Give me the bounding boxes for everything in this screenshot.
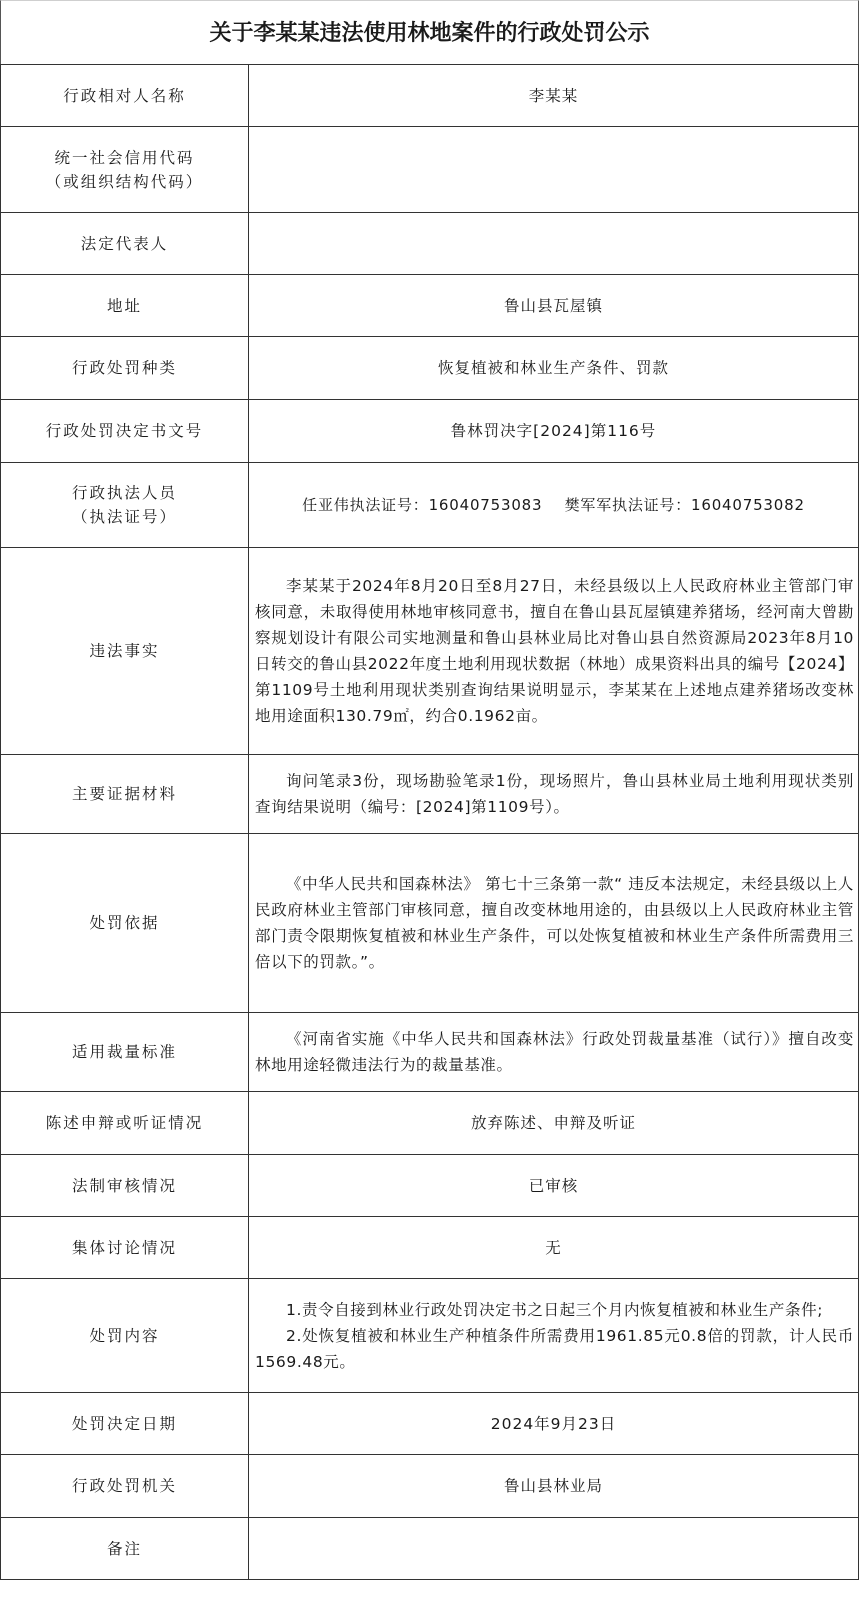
evidence-text: 询问笔录3份，现场勘验笔录1份，现场照片，鲁山县林业局土地利用现状类别查询结果说明（编号：[2024]第1109号）。 (255, 772, 854, 816)
table-row-standard (1, 1013, 859, 1092)
label-address: 地址 (1, 275, 249, 337)
table-row-facts (1, 548, 859, 755)
facts-text: 李某某于2024年8月20日至8月27日，未经县级以上人民政府林业主管部门审核同意，未取得使用林地审核同意书，擅自在鲁山县瓦屋镇建养猪场，经河南大曾勘察规划设计有限公司实地测量和鲁山县林业局比对鲁山县自然资源局2023年8月10日转交的鲁山县2022年度土地利用现状数据（林地）成果资料出具的编号【2024】第1109号土地利用现状类别查询结果说明显示，李某某在上述地点建养猪场改变林地用途面积130.79㎡，约合0.1962亩。 (255, 577, 854, 725)
value-credit-code (249, 127, 859, 213)
value-decision-no: 鲁林罚决字[2024]第116号 (249, 400, 859, 463)
label-authority: 行政处罚机关 (1, 1455, 249, 1518)
label-decision-date: 处罚决定日期 (1, 1393, 249, 1455)
table-row-evidence (1, 755, 859, 834)
value-statement: 放弃陈述、申辩及听证 (249, 1092, 859, 1155)
label-party-name: 行政相对人名称 (1, 65, 249, 127)
label-legal-rep: 法定代表人 (1, 213, 249, 275)
label-standard: 适用裁量标准 (1, 1013, 249, 1092)
content-item-1: 1.责令自接到林业行政处罚决定书之日起三个月内恢复植被和林业生产条件; (286, 1300, 824, 1319)
table-row-remarks (1, 1518, 859, 1580)
table-row-decision-no (1, 400, 859, 463)
label-basis: 处罚依据 (1, 834, 249, 1013)
table-row-penalty-type (1, 337, 859, 400)
label-credit-code-line2: （或组织结构代码） (45, 172, 204, 191)
table-row-content (1, 1279, 859, 1393)
value-basis (249, 834, 859, 1013)
content-item-2: 2.处恢复植被和林业生产种植条件所需费用1961.85元0.8倍的罚款，计人民币1569.48元。 (255, 1326, 854, 1371)
table-row-legal-review (1, 1155, 859, 1217)
value-content (249, 1279, 859, 1393)
label-legal-review: 法制审核情况 (1, 1155, 249, 1217)
label-content: 处罚内容 (1, 1279, 249, 1393)
table-row-statement (1, 1092, 859, 1155)
page-title: 关于李某某违法使用林地案件的行政处罚公示 (0, 0, 859, 64)
value-remarks (249, 1518, 859, 1580)
label-officers-line2: （执法证号） (71, 508, 177, 526)
basis-text: 《中华人民共和国森林法》 第七十三条第一款“ 违反本法规定，未经县级以上人民政府林业主管部门审核同意，擅自改变林地用途的，由县级以上人民政府林业主管部门责令限期恢复植被和林业生产条件，可以处恢复植被和林业生产条件所需费用三倍以下的罚款。”。 (255, 875, 854, 971)
value-legal-review: 已审核 (249, 1155, 859, 1217)
value-penalty-type: 恢复植被和林业生产条件、罚款 (249, 337, 859, 400)
label-evidence: 主要证据材料 (1, 755, 249, 834)
label-officers (1, 463, 249, 548)
label-decision-no: 行政处罚决定书文号 (1, 400, 249, 463)
label-facts: 违法事实 (1, 548, 249, 755)
table-row-legal-rep (1, 213, 859, 275)
value-decision-date: 2024年9月23日 (249, 1393, 859, 1455)
table-row-party-name (1, 65, 859, 127)
table-row-decision-date (1, 1393, 859, 1455)
label-statement: 陈述申辩或听证情况 (1, 1092, 249, 1155)
value-collective: 无 (249, 1217, 859, 1279)
label-credit-code (1, 127, 249, 213)
penalty-table (0, 64, 859, 1580)
value-address: 鲁山县瓦屋镇 (249, 275, 859, 337)
value-officers: 任亚伟执法证号：16040753083 樊军军执法证号：16040753082 (249, 463, 859, 548)
value-authority: 鲁山县林业局 (249, 1455, 859, 1518)
table-row-authority (1, 1455, 859, 1518)
value-facts (249, 548, 859, 755)
value-legal-rep (249, 213, 859, 275)
table-row-address (1, 275, 859, 337)
value-party-name: 李某某 (249, 65, 859, 127)
label-remarks: 备注 (1, 1518, 249, 1580)
label-credit-code-line1: 统一社会信用代码 (54, 148, 195, 167)
table-row-officers (1, 463, 859, 548)
value-evidence (249, 755, 859, 834)
standard-text: 《河南省实施《中华人民共和国森林法》行政处罚裁量基准（试行）》擅自改变林地用途轻微违法行为的裁量基准。 (255, 1030, 854, 1074)
table-row-collective (1, 1217, 859, 1279)
table-row-credit-code (1, 127, 859, 213)
value-standard (249, 1013, 859, 1092)
table-row-basis (1, 834, 859, 1013)
label-officers-line1: 行政执法人员 (71, 484, 177, 502)
label-penalty-type: 行政处罚种类 (1, 337, 249, 400)
label-collective: 集体讨论情况 (1, 1217, 249, 1279)
